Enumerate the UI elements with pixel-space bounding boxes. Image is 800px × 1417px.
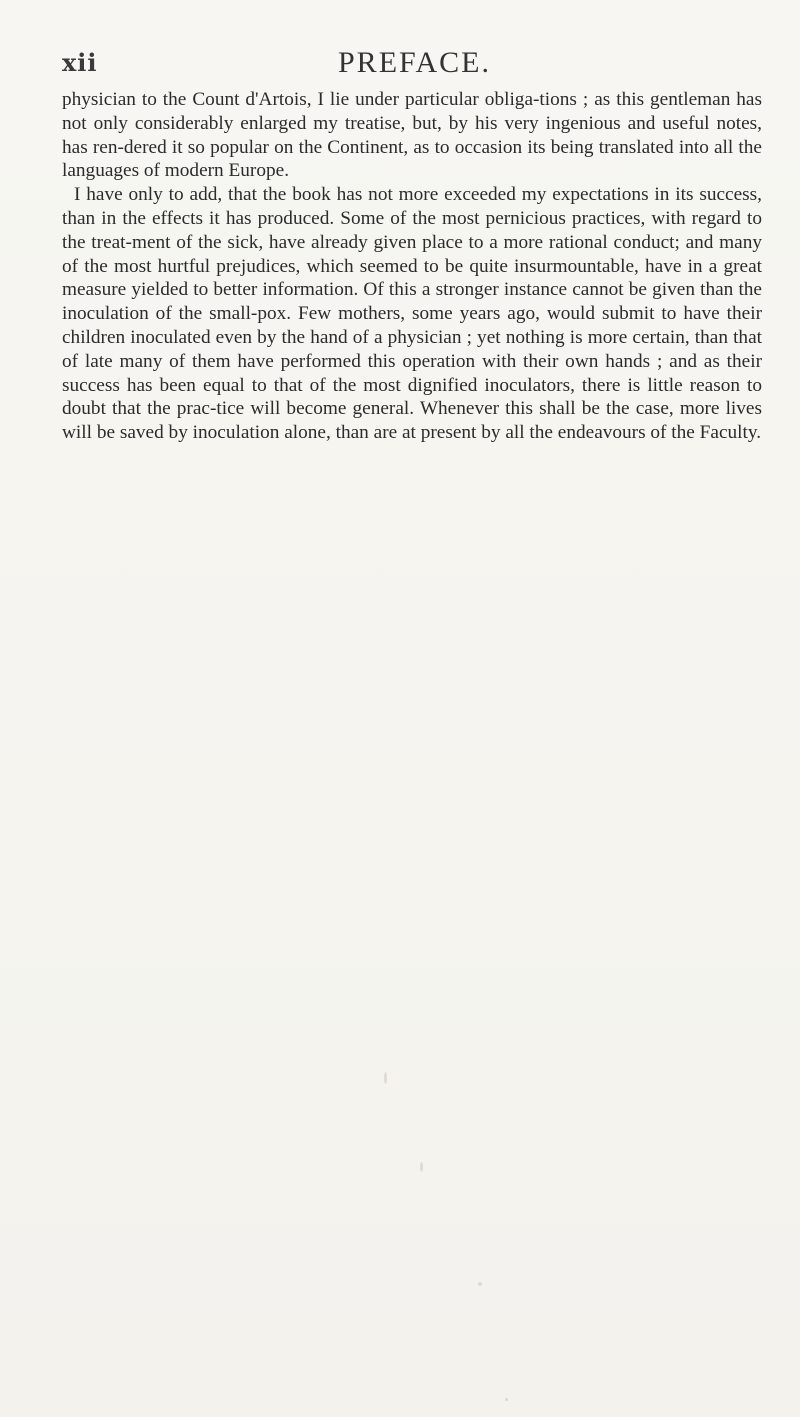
paragraph-1: physician to the Count d'Artois, I lie under particular obliga-tions ; as this gentleman has not only considerably enlarged my treatise, but, by his very ingenious and useful notes, has ren-dered it so popular on the Continent, as to occasion its being translated into all the languages of modern Europe.: [62, 89, 762, 182]
body-text: [62, 88, 762, 445]
paper-speck: [478, 1282, 482, 1286]
paper-speck: [505, 1398, 508, 1401]
paper-speck: [420, 1162, 423, 1172]
paper-speck: [384, 1072, 387, 1084]
page-header: [0, 48, 800, 88]
paragraph-2: I have only to add, that the book has not more exceeded my expectations in its success, than in the effects it has produced. Some of the most pernicious practices, with regard to the treat-ment of the sick, have already given place to a more rational conduct; and many of the most hurtful prejudices, which seemed to be quite insurmountable, have in a great measure yielded to better information. Of this a stronger instance cannot be given than the inoculation of the small-pox. Few mothers, some years ago, would submit to have their children inoculated even by the hand of a physician ; yet nothing is more certain, than that of late many of them have performed this operation with their own hands ; and as their success has been equal to that of the most dignified inoculators, there is little reason to doubt that the prac-tice will become general. Whenever this shall be the case, more lives will be saved by inoculation alone, than are at present by all the endeavours of the Faculty.: [62, 184, 762, 444]
running-head: PREFACE.: [338, 46, 491, 79]
page-number: xii: [62, 48, 98, 77]
